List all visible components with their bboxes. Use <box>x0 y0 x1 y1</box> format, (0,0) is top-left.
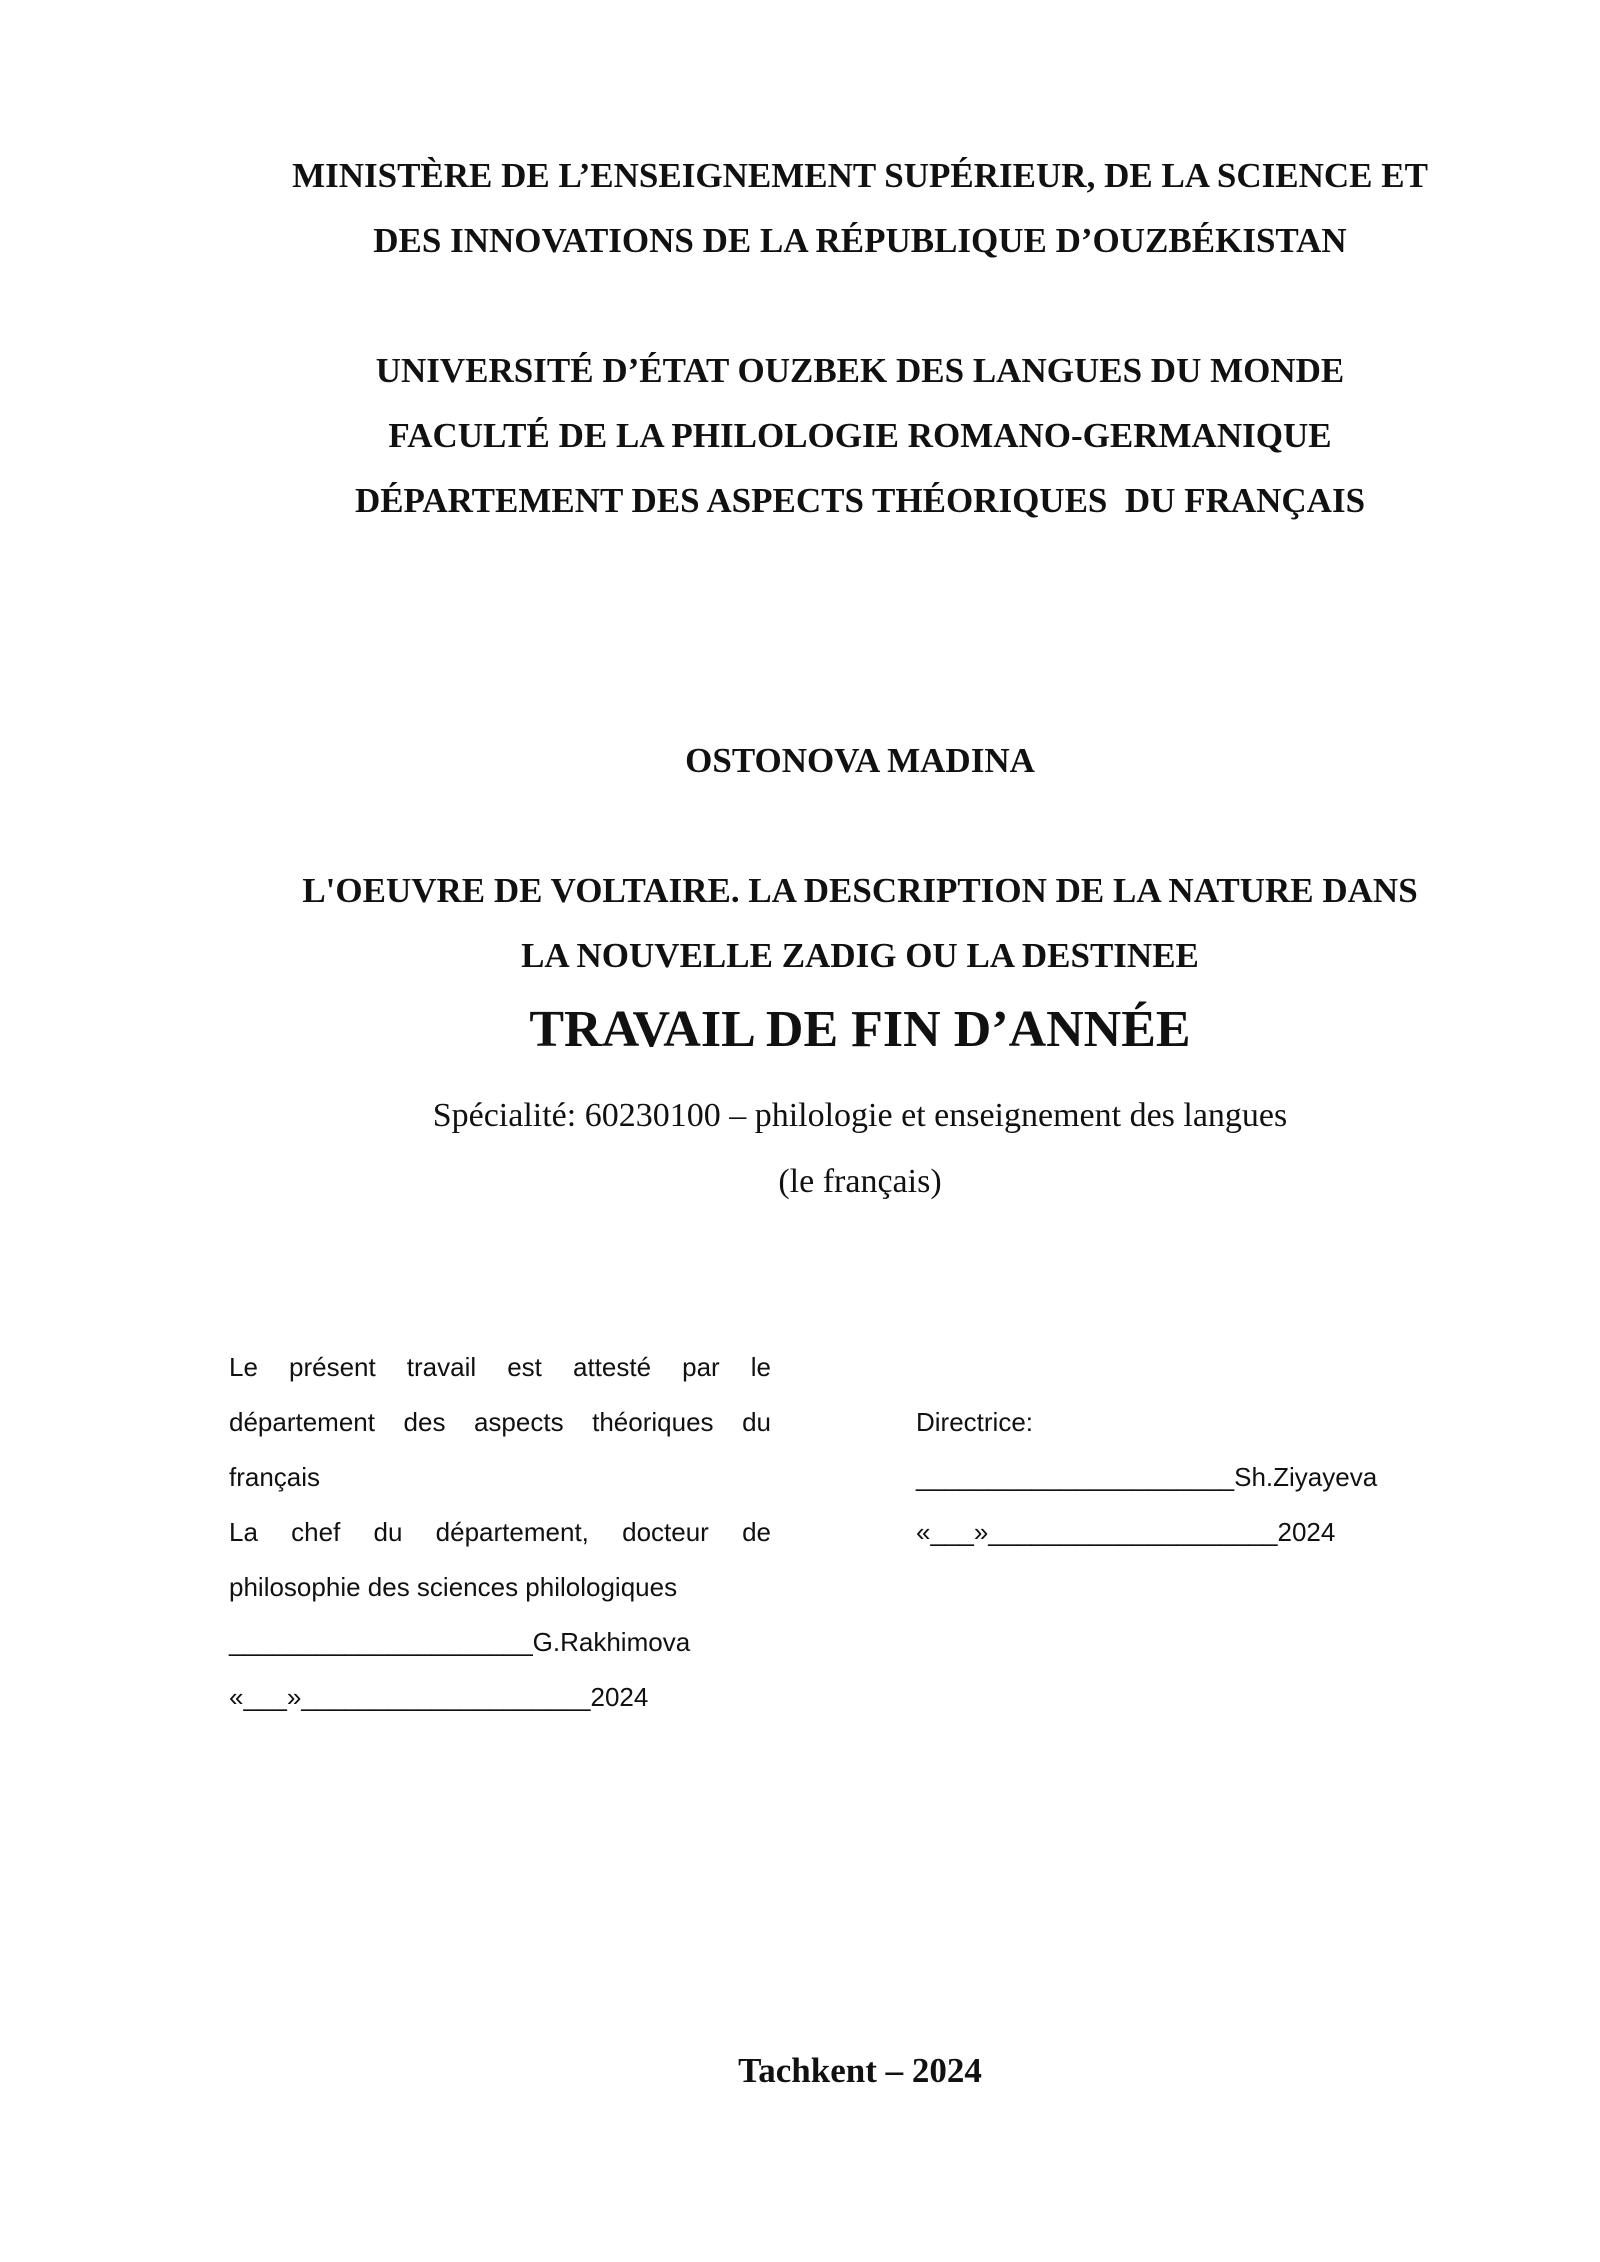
work-type-text: TRAVAIL DE FIN D’ANNÉE <box>529 1001 1191 1058</box>
specialty <box>60 1083 1600 1215</box>
thesis-title <box>60 858 1600 988</box>
specialty-line-2: (le français) <box>778 1163 942 1200</box>
ministry-header <box>60 143 1600 273</box>
attestation-date: «___»____________________2024 <box>229 1682 649 1712</box>
thesis-title-line-2: LA NOUVELLE ZADIG OU LA DESTINEE <box>521 936 1199 975</box>
department-name: DÉPARTEMENT DES ASPECTS THÉORIQUES DU FRANÇAIS <box>354 481 1366 520</box>
director-block <box>916 1395 1416 1560</box>
city-year-text: Tachkent – 2024 <box>738 2051 982 2090</box>
ministry-line-2: DES INNOVATIONS DE LA RÉPUBLIQUE D’OUZBÉKISTAN <box>373 221 1347 260</box>
department-head-signature: _____________________G.Rakhimova <box>229 1627 691 1657</box>
specialty-line-1: Spécialité: 60230100 – philologie et enseignement des langues <box>432 1097 1288 1134</box>
work-type-heading <box>60 990 1600 1070</box>
attestation-block <box>229 1340 771 1725</box>
university-name: UNIVERSITÉ D’ÉTAT OUZBEK DES LANGUES DU MONDE <box>375 351 1345 390</box>
director-date: «___»____________________2024 <box>916 1517 1336 1547</box>
thesis-title-line-1: L'OEUVRE DE VOLTAIRE. LA DESCRIPTION DE LA NATURE DANS <box>302 871 1418 910</box>
ministry-line-1: MINISTÈRE DE L’ENSEIGNEMENT SUPÉRIEUR, DE LA SCIENCE ET <box>292 156 1428 195</box>
author-name <box>60 728 1600 793</box>
city-year <box>60 2038 1600 2103</box>
director-signature: ______________________Sh.Ziyayeva <box>916 1462 1378 1492</box>
attestation-text: Le présent travail est attesté par le département des aspects théoriques du français <box>229 1352 771 1492</box>
faculty-name: FACULTÉ DE LA PHILOLOGIE ROMANO-GERMANIQUE <box>388 416 1332 455</box>
author-name-text: OSTONOVA MADINA <box>685 741 1035 780</box>
department-head-role: La chef du département, docteur de philosophie des sciences philologiques <box>229 1517 771 1602</box>
director-label: Directrice: <box>916 1407 1034 1437</box>
institution-header <box>60 338 1600 533</box>
